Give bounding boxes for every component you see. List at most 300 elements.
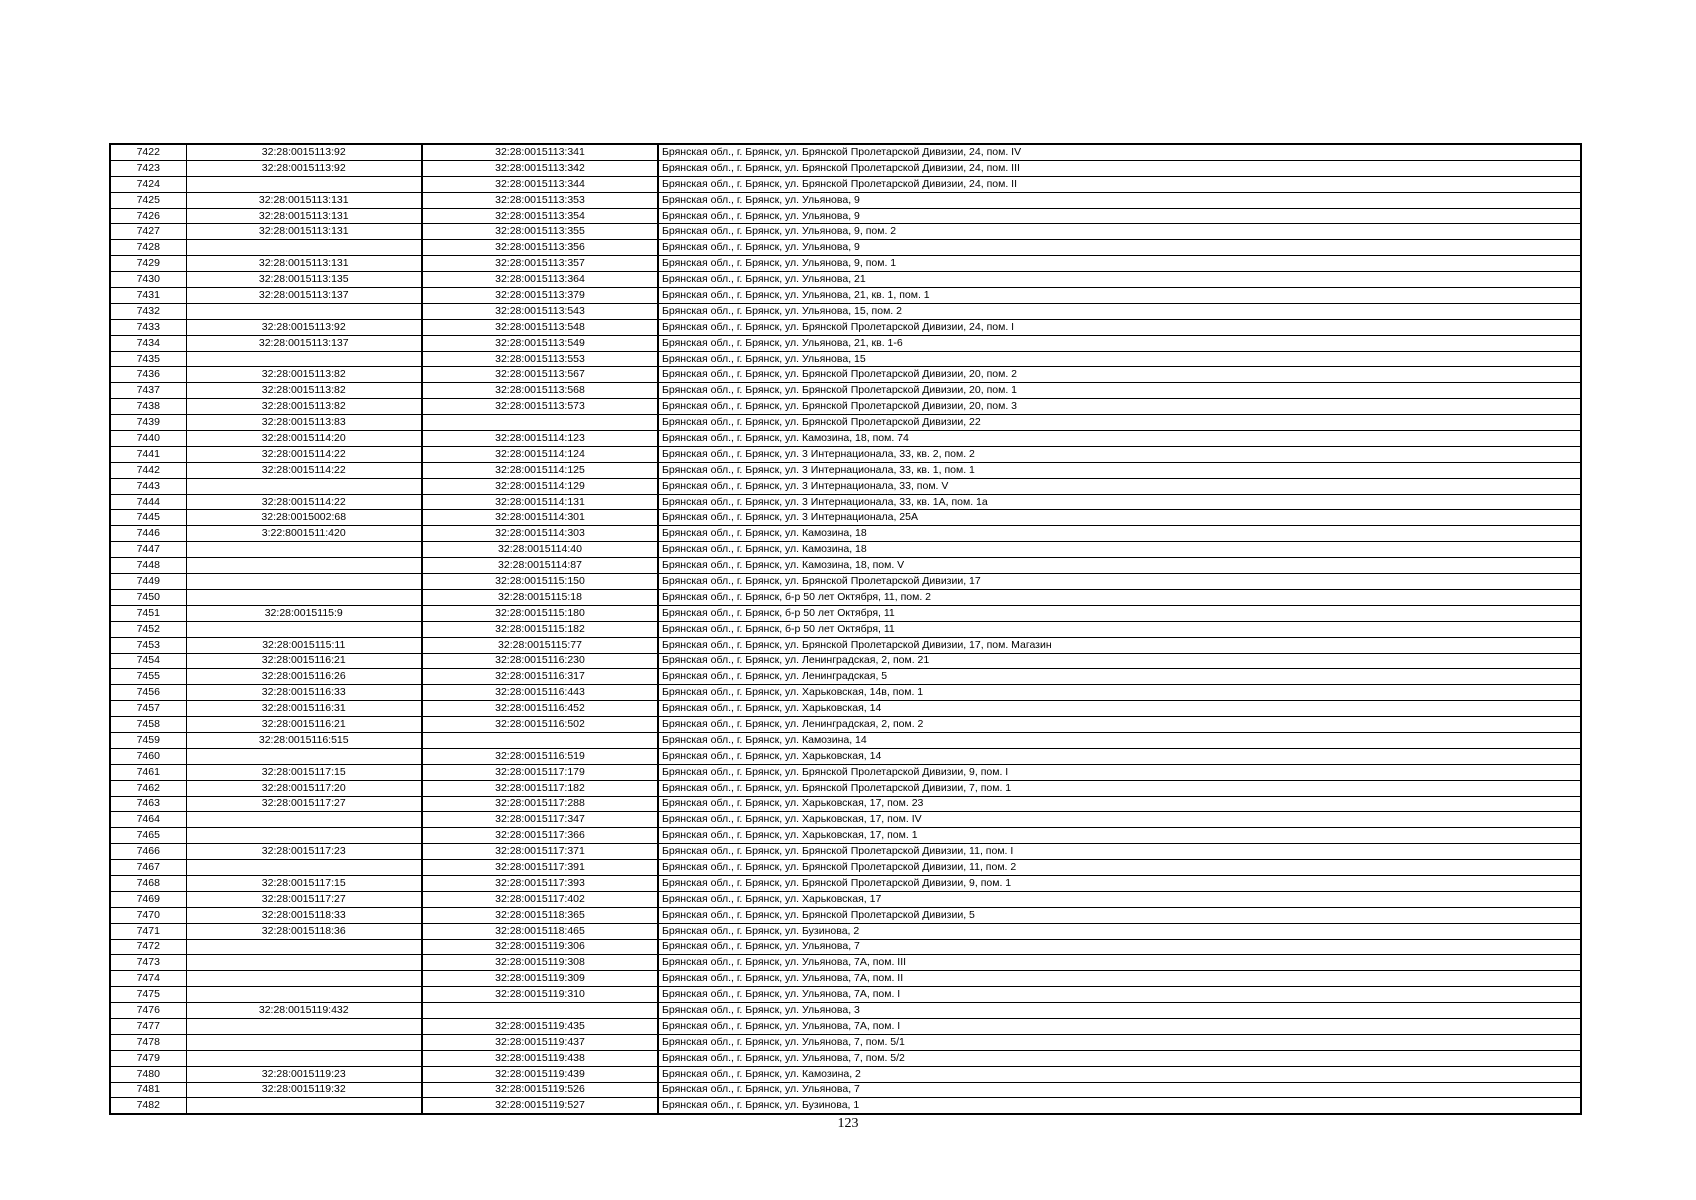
parcel-number-cell: 32:28:0015113:92 [186, 160, 422, 176]
row-number-cell: 7479 [110, 1050, 186, 1066]
parcel-number-cell: 32:28:0015113:137 [186, 288, 422, 304]
parcel-number-cell [186, 574, 422, 590]
address-cell: Брянская обл., г. Брянск, ул. Ульянова, 7А, пом. I [658, 1018, 1581, 1034]
row-number-cell: 7472 [110, 939, 186, 955]
row-number-cell: 7482 [110, 1098, 186, 1114]
row-number-cell: 7469 [110, 891, 186, 907]
row-number-cell: 7463 [110, 796, 186, 812]
parcel-number-cell: 32:28:0015113:131 [186, 224, 422, 240]
object-number-cell: 32:28:0015113:357 [422, 256, 658, 272]
row-number-cell: 7465 [110, 828, 186, 844]
parcel-number-cell: 32:28:0015117:27 [186, 796, 422, 812]
row-number-cell: 7458 [110, 717, 186, 733]
object-number-cell [422, 1003, 658, 1019]
object-number-cell: 32:28:0015119:437 [422, 1034, 658, 1050]
parcel-number-cell [186, 558, 422, 574]
row-number-cell: 7445 [110, 510, 186, 526]
object-number-cell: 32:28:0015113:543 [422, 303, 658, 319]
row-number-cell: 7428 [110, 240, 186, 256]
object-number-cell: 32:28:0015119:526 [422, 1082, 658, 1098]
row-number-cell: 7453 [110, 637, 186, 653]
table-row [110, 701, 1581, 717]
row-number-cell: 7448 [110, 558, 186, 574]
table-row [110, 653, 1581, 669]
address-cell: Брянская обл., г. Брянск, ул. Брянской Пролетарской Дивизии, 9, пом. 1 [658, 875, 1581, 891]
parcel-number-cell: 32:28:0015113:137 [186, 335, 422, 351]
table-row [110, 1050, 1581, 1066]
table-row [110, 621, 1581, 637]
address-cell: Брянская обл., г. Брянск, ул. Харьковская, 17, пом. 23 [658, 796, 1581, 812]
address-cell: Брянская обл., г. Брянск, б-р 50 лет Октября, 11 [658, 621, 1581, 637]
object-number-cell: 32:28:0015114:131 [422, 494, 658, 510]
parcel-number-cell [186, 987, 422, 1003]
table-row [110, 494, 1581, 510]
parcel-number-cell [186, 176, 422, 192]
table-row [110, 288, 1581, 304]
row-number-cell: 7436 [110, 367, 186, 383]
object-number-cell: 32:28:0015117:288 [422, 796, 658, 812]
address-cell: Брянская обл., г. Брянск, ул. Брянской Пролетарской Дивизии, 11, пом. I [658, 844, 1581, 860]
address-cell: Брянская обл., г. Брянск, ул. Ульянова, 9 [658, 192, 1581, 208]
row-number-cell: 7427 [110, 224, 186, 240]
row-number-cell: 7466 [110, 844, 186, 860]
row-number-cell: 7429 [110, 256, 186, 272]
table-row [110, 875, 1581, 891]
parcel-number-cell [186, 1018, 422, 1034]
table-row [110, 717, 1581, 733]
row-number-cell: 7474 [110, 971, 186, 987]
row-number-cell: 7434 [110, 335, 186, 351]
parcel-number-cell: 32:28:0015116:33 [186, 685, 422, 701]
row-number-cell: 7441 [110, 446, 186, 462]
object-number-cell: 32:28:0015117:391 [422, 860, 658, 876]
object-number-cell: 32:28:0015117:347 [422, 812, 658, 828]
address-cell: Брянская обл., г. Брянск, ул. Харьковская, 17, пом. IV [658, 812, 1581, 828]
parcel-number-cell: 32:28:0015113:92 [186, 319, 422, 335]
table-row [110, 764, 1581, 780]
address-cell: Брянская обл., г. Брянск, ул. Ульянова, 9 [658, 240, 1581, 256]
object-number-cell: 32:28:0015114:123 [422, 431, 658, 447]
object-number-cell: 32:28:0015115:182 [422, 621, 658, 637]
row-number-cell: 7451 [110, 605, 186, 621]
parcel-number-cell: 32:28:0015113:82 [186, 383, 422, 399]
parcel-number-cell [186, 812, 422, 828]
address-cell: Брянская обл., г. Брянск, ул. 3 Интернационала, 33, кв. 2, пом. 2 [658, 446, 1581, 462]
table-row [110, 1034, 1581, 1050]
row-number-cell: 7452 [110, 621, 186, 637]
table-row [110, 462, 1581, 478]
parcel-number-cell [186, 1050, 422, 1066]
address-cell: Брянская обл., г. Брянск, ул. Ульянова, 7А, пом. II [658, 971, 1581, 987]
row-number-cell: 7454 [110, 653, 186, 669]
address-cell: Брянская обл., г. Брянск, ул. 3 Интернационала, 33, пом. V [658, 478, 1581, 494]
parcel-number-cell: 32:28:0015117:23 [186, 844, 422, 860]
row-number-cell: 7438 [110, 399, 186, 415]
table-row [110, 192, 1581, 208]
parcel-number-cell [186, 1034, 422, 1050]
address-cell: Брянская обл., г. Брянск, ул. Харьковская, 14в, пом. 1 [658, 685, 1581, 701]
object-number-cell: 32:28:0015118:365 [422, 907, 658, 923]
address-cell: Брянская обл., г. Брянск, ул. Брянской Пролетарской Дивизии, 5 [658, 907, 1581, 923]
table-row [110, 558, 1581, 574]
table-row [110, 828, 1581, 844]
table-row [110, 987, 1581, 1003]
row-number-cell: 7425 [110, 192, 186, 208]
address-cell: Брянская обл., г. Брянск, ул. 3 Интернационала, 25А [658, 510, 1581, 526]
table-row [110, 907, 1581, 923]
address-cell: Брянская обл., г. Брянск, ул. Ульянова, 7А, пом. I [658, 987, 1581, 1003]
parcel-number-cell: 32:28:0015114:22 [186, 494, 422, 510]
object-number-cell: 32:28:0015116:317 [422, 669, 658, 685]
row-number-cell: 7426 [110, 208, 186, 224]
table-row [110, 1098, 1581, 1114]
address-cell: Брянская обл., г. Брянск, ул. Ульянова, 3 [658, 1003, 1581, 1019]
row-number-cell: 7424 [110, 176, 186, 192]
address-cell: Брянская обл., г. Брянск, ул. Ульянова, 15, пом. 2 [658, 303, 1581, 319]
table-row [110, 844, 1581, 860]
object-number-cell: 32:28:0015115:180 [422, 605, 658, 621]
address-cell: Брянская обл., г. Брянск, ул. Брянской Пролетарской Дивизии, 7, пом. 1 [658, 780, 1581, 796]
table-row [110, 272, 1581, 288]
address-cell: Брянская обл., г. Брянск, ул. Ульянова, 7А, пом. III [658, 955, 1581, 971]
parcel-number-cell [186, 971, 422, 987]
address-cell: Брянская обл., г. Брянск, ул. Ульянова, 9, пом. 1 [658, 256, 1581, 272]
address-cell: Брянская обл., г. Брянск, ул. Камозина, 14 [658, 732, 1581, 748]
row-number-cell: 7450 [110, 589, 186, 605]
address-cell: Брянская обл., г. Брянск, ул. 3 Интернационала, 33, кв. 1А, пом. 1а [658, 494, 1581, 510]
object-number-cell: 32:28:0015116:443 [422, 685, 658, 701]
parcel-number-cell: 32:28:0015113:82 [186, 367, 422, 383]
address-cell: Брянская обл., г. Брянск, ул. Брянской Пролетарской Дивизии, 24, пом. I [658, 319, 1581, 335]
row-number-cell: 7457 [110, 701, 186, 717]
table-row [110, 319, 1581, 335]
parcel-number-cell: 32:28:0015113:82 [186, 399, 422, 415]
object-number-cell: 32:28:0015113:553 [422, 351, 658, 367]
address-cell: Брянская обл., г. Брянск, ул. Камозина, 18, пом. V [658, 558, 1581, 574]
parcel-number-cell: 3:22:8001511:420 [186, 526, 422, 542]
object-number-cell: 32:28:0015115:18 [422, 589, 658, 605]
object-number-cell: 32:28:0015113:354 [422, 208, 658, 224]
row-number-cell: 7437 [110, 383, 186, 399]
address-cell: Брянская обл., г. Брянск, ул. Ленинградская, 2, пом. 2 [658, 717, 1581, 733]
table-row [110, 796, 1581, 812]
object-number-cell: 32:28:0015119:438 [422, 1050, 658, 1066]
object-number-cell: 32:28:0015113:356 [422, 240, 658, 256]
parcel-number-cell [186, 240, 422, 256]
object-number-cell: 32:28:0015119:306 [422, 939, 658, 955]
address-cell: Брянская обл., г. Брянск, ул. Брянской Пролетарской Дивизии, 11, пом. 2 [658, 860, 1581, 876]
parcel-number-cell: 32:28:0015113:83 [186, 415, 422, 431]
table-row [110, 415, 1581, 431]
row-number-cell: 7435 [110, 351, 186, 367]
row-number-cell: 7476 [110, 1003, 186, 1019]
address-cell: Брянская обл., г. Брянск, ул. Харьковская, 14 [658, 748, 1581, 764]
object-number-cell: 32:28:0015116:502 [422, 717, 658, 733]
object-number-cell: 32:28:0015117:179 [422, 764, 658, 780]
parcel-number-cell: 32:28:0015113:135 [186, 272, 422, 288]
parcel-number-cell: 32:28:0015119:32 [186, 1082, 422, 1098]
address-cell: Брянская обл., г. Брянск, ул. Брянской Пролетарской Дивизии, 17, пом. Магазин [658, 637, 1581, 653]
object-number-cell: 32:28:0015117:182 [422, 780, 658, 796]
table-row [110, 351, 1581, 367]
row-number-cell: 7444 [110, 494, 186, 510]
row-number-cell: 7461 [110, 764, 186, 780]
table-row [110, 1082, 1581, 1098]
table-row [110, 510, 1581, 526]
table-row [110, 574, 1581, 590]
registry-table [109, 143, 1582, 1115]
object-number-cell: 32:28:0015119:308 [422, 955, 658, 971]
table-row [110, 383, 1581, 399]
parcel-number-cell: 32:28:0015117:15 [186, 875, 422, 891]
table-row [110, 637, 1581, 653]
row-number-cell: 7462 [110, 780, 186, 796]
object-number-cell [422, 732, 658, 748]
address-cell: Брянская обл., г. Брянск, ул. Ульянова, 7 [658, 1082, 1581, 1098]
parcel-number-cell: 32:28:0015114:22 [186, 462, 422, 478]
parcel-number-cell: 32:28:0015113:131 [186, 256, 422, 272]
object-number-cell: 32:28:0015119:309 [422, 971, 658, 987]
object-number-cell: 32:28:0015113:549 [422, 335, 658, 351]
parcel-number-cell: 32:28:0015117:15 [186, 764, 422, 780]
object-number-cell: 32:28:0015117:402 [422, 891, 658, 907]
table-row [110, 955, 1581, 971]
object-number-cell: 32:28:0015113:355 [422, 224, 658, 240]
object-number-cell: 32:28:0015113:568 [422, 383, 658, 399]
address-cell: Брянская обл., г. Брянск, б-р 50 лет Октября, 11, пом. 2 [658, 589, 1581, 605]
object-number-cell: 32:28:0015113:353 [422, 192, 658, 208]
row-number-cell: 7431 [110, 288, 186, 304]
table-row [110, 923, 1581, 939]
parcel-number-cell: 32:28:0015116:21 [186, 653, 422, 669]
table-row [110, 780, 1581, 796]
object-number-cell: 32:28:0015117:393 [422, 875, 658, 891]
object-number-cell: 32:28:0015116:519 [422, 748, 658, 764]
parcel-number-cell [186, 860, 422, 876]
parcel-number-cell [186, 748, 422, 764]
parcel-number-cell: 32:28:0015002:68 [186, 510, 422, 526]
address-cell: Брянская обл., г. Брянск, ул. Брянской Пролетарской Дивизии, 9, пом. I [658, 764, 1581, 780]
parcel-number-cell: 32:28:0015113:131 [186, 192, 422, 208]
object-number-cell: 32:28:0015118:465 [422, 923, 658, 939]
object-number-cell: 32:28:0015114:40 [422, 542, 658, 558]
row-number-cell: 7464 [110, 812, 186, 828]
table-row [110, 589, 1581, 605]
row-number-cell: 7481 [110, 1082, 186, 1098]
object-number-cell: 32:28:0015113:567 [422, 367, 658, 383]
table-row [110, 891, 1581, 907]
address-cell: Брянская обл., г. Брянск, ул. Брянской Пролетарской Дивизии, 22 [658, 415, 1581, 431]
parcel-number-cell: 32:28:0015118:33 [186, 907, 422, 923]
parcel-number-cell [186, 478, 422, 494]
parcel-number-cell: 32:28:0015119:432 [186, 1003, 422, 1019]
table-row [110, 542, 1581, 558]
parcel-number-cell: 32:28:0015114:22 [186, 446, 422, 462]
row-number-cell: 7477 [110, 1018, 186, 1034]
row-number-cell: 7440 [110, 431, 186, 447]
table-row [110, 1066, 1581, 1082]
parcel-number-cell: 32:28:0015114:20 [186, 431, 422, 447]
address-cell: Брянская обл., г. Брянск, ул. Ульянова, 21, кв. 1-6 [658, 335, 1581, 351]
object-number-cell: 32:28:0015114:125 [422, 462, 658, 478]
object-number-cell: 32:28:0015119:435 [422, 1018, 658, 1034]
row-number-cell: 7480 [110, 1066, 186, 1082]
row-number-cell: 7456 [110, 685, 186, 701]
address-cell: Брянская обл., г. Брянск, ул. Брянской Пролетарской Дивизии, 17 [658, 574, 1581, 590]
address-cell: Брянская обл., г. Брянск, ул. Ульянова, 7, пом. 5/2 [658, 1050, 1581, 1066]
table-row [110, 685, 1581, 701]
table-row [110, 1003, 1581, 1019]
table-row [110, 176, 1581, 192]
registry-table-body [110, 144, 1581, 1114]
object-number-cell: 32:28:0015113:379 [422, 288, 658, 304]
row-number-cell: 7446 [110, 526, 186, 542]
table-row [110, 335, 1581, 351]
object-number-cell: 32:28:0015113:344 [422, 176, 658, 192]
address-cell: Брянская обл., г. Брянск, ул. Ульянова, 15 [658, 351, 1581, 367]
address-cell: Брянская обл., г. Брянск, ул. Харьковская, 14 [658, 701, 1581, 717]
address-cell: Брянская обл., г. Брянск, ул. Камозина, 18, пом. 74 [658, 431, 1581, 447]
row-number-cell: 7430 [110, 272, 186, 288]
table-row [110, 256, 1581, 272]
parcel-number-cell: 32:28:0015113:92 [186, 144, 422, 160]
address-cell: Брянская обл., г. Брянск, ул. Брянской Пролетарской Дивизии, 20, пом. 2 [658, 367, 1581, 383]
parcel-number-cell: 32:28:0015116:515 [186, 732, 422, 748]
table-row [110, 860, 1581, 876]
object-number-cell: 32:28:0015113:342 [422, 160, 658, 176]
row-number-cell: 7447 [110, 542, 186, 558]
row-number-cell: 7423 [110, 160, 186, 176]
parcel-number-cell [186, 351, 422, 367]
address-cell: Брянская обл., г. Брянск, ул. Ульянова, 9, пом. 2 [658, 224, 1581, 240]
row-number-cell: 7439 [110, 415, 186, 431]
parcel-number-cell [186, 542, 422, 558]
row-number-cell: 7443 [110, 478, 186, 494]
object-number-cell: 32:28:0015114:129 [422, 478, 658, 494]
object-number-cell: 32:28:0015119:310 [422, 987, 658, 1003]
parcel-number-cell [186, 1098, 422, 1114]
row-number-cell: 7467 [110, 860, 186, 876]
parcel-number-cell: 32:28:0015113:131 [186, 208, 422, 224]
row-number-cell: 7468 [110, 875, 186, 891]
table-row [110, 1018, 1581, 1034]
parcel-number-cell [186, 955, 422, 971]
address-cell: Брянская обл., г. Брянск, ул. Брянской Пролетарской Дивизии, 20, пом. 3 [658, 399, 1581, 415]
parcel-number-cell [186, 939, 422, 955]
parcel-number-cell: 32:28:0015116:21 [186, 717, 422, 733]
address-cell: Брянская обл., г. Брянск, ул. Ульянова, 21 [658, 272, 1581, 288]
parcel-number-cell: 32:28:0015115:11 [186, 637, 422, 653]
table-row [110, 431, 1581, 447]
table-row [110, 240, 1581, 256]
object-number-cell: 32:28:0015113:341 [422, 144, 658, 160]
address-cell: Брянская обл., г. Брянск, ул. 3 Интернационала, 33, кв. 1, пом. 1 [658, 462, 1581, 478]
object-number-cell: 32:28:0015119:439 [422, 1066, 658, 1082]
parcel-number-cell [186, 303, 422, 319]
object-number-cell: 32:28:0015114:124 [422, 446, 658, 462]
table-row [110, 812, 1581, 828]
object-number-cell: 32:28:0015116:452 [422, 701, 658, 717]
address-cell: Брянская обл., г. Брянск, ул. Харьковская, 17, пом. 1 [658, 828, 1581, 844]
parcel-number-cell [186, 589, 422, 605]
parcel-number-cell: 32:28:0015117:20 [186, 780, 422, 796]
table-row [110, 224, 1581, 240]
table-row [110, 748, 1581, 764]
table-row [110, 303, 1581, 319]
table-row [110, 144, 1581, 160]
row-number-cell: 7475 [110, 987, 186, 1003]
address-cell: Брянская обл., г. Брянск, ул. Ульянова, 7, пом. 5/1 [658, 1034, 1581, 1050]
object-number-cell: 32:28:0015117:366 [422, 828, 658, 844]
object-number-cell: 32:28:0015119:527 [422, 1098, 658, 1114]
row-number-cell: 7442 [110, 462, 186, 478]
address-cell: Брянская обл., г. Брянск, ул. Ленинградская, 2, пом. 21 [658, 653, 1581, 669]
table-row [110, 446, 1581, 462]
row-number-cell: 7478 [110, 1034, 186, 1050]
table-row [110, 208, 1581, 224]
parcel-number-cell: 32:28:0015118:36 [186, 923, 422, 939]
table-row [110, 669, 1581, 685]
address-cell: Брянская обл., г. Брянск, ул. Камозина, 18 [658, 526, 1581, 542]
table-row [110, 526, 1581, 542]
object-number-cell: 32:28:0015114:303 [422, 526, 658, 542]
address-cell: Брянская обл., г. Брянск, ул. Камозина, 2 [658, 1066, 1581, 1082]
address-cell: Брянская обл., г. Брянск, ул. Харьковская, 17 [658, 891, 1581, 907]
page-number: 123 [837, 1116, 859, 1131]
table-row [110, 478, 1581, 494]
object-number-cell: 32:28:0015113:364 [422, 272, 658, 288]
table-row [110, 939, 1581, 955]
parcel-number-cell: 32:28:0015116:26 [186, 669, 422, 685]
object-number-cell: 32:28:0015117:371 [422, 844, 658, 860]
row-number-cell: 7455 [110, 669, 186, 685]
object-number-cell: 32:28:0015113:548 [422, 319, 658, 335]
parcel-number-cell: 32:28:0015117:27 [186, 891, 422, 907]
address-cell: Брянская обл., г. Брянск, ул. Брянской Пролетарской Дивизии, 20, пом. 1 [658, 383, 1581, 399]
parcel-number-cell [186, 828, 422, 844]
object-number-cell [422, 415, 658, 431]
address-cell: Брянская обл., г. Брянск, ул. Камозина, 18 [658, 542, 1581, 558]
object-number-cell: 32:28:0015114:87 [422, 558, 658, 574]
row-number-cell: 7470 [110, 907, 186, 923]
object-number-cell: 32:28:0015115:150 [422, 574, 658, 590]
table-row [110, 367, 1581, 383]
address-cell: Брянская обл., г. Брянск, ул. Брянской Пролетарской Дивизии, 24, пом. IV [658, 144, 1581, 160]
row-number-cell: 7432 [110, 303, 186, 319]
parcel-number-cell: 32:28:0015119:23 [186, 1066, 422, 1082]
address-cell: Брянская обл., г. Брянск, ул. Брянской Пролетарской Дивизии, 24, пом. III [658, 160, 1581, 176]
table-row [110, 971, 1581, 987]
table-row [110, 160, 1581, 176]
address-cell: Брянская обл., г. Брянск, ул. Ульянова, 9 [658, 208, 1581, 224]
table-row [110, 605, 1581, 621]
address-cell: Брянская обл., г. Брянск, ул. Брянской Пролетарской Дивизии, 24, пом. II [658, 176, 1581, 192]
row-number-cell: 7459 [110, 732, 186, 748]
address-cell: Брянская обл., г. Брянск, ул. Ульянова, 21, кв. 1, пом. 1 [658, 288, 1581, 304]
address-cell: Брянская обл., г. Брянск, ул. Бузинова, 2 [658, 923, 1581, 939]
object-number-cell: 32:28:0015115:77 [422, 637, 658, 653]
object-number-cell: 32:28:0015113:573 [422, 399, 658, 415]
address-cell: Брянская обл., г. Брянск, ул. Ленинградская, 5 [658, 669, 1581, 685]
row-number-cell: 7433 [110, 319, 186, 335]
parcel-number-cell [186, 621, 422, 637]
row-number-cell: 7460 [110, 748, 186, 764]
address-cell: Брянская обл., г. Брянск, ул. Ульянова, 7 [658, 939, 1581, 955]
table-row [110, 732, 1581, 748]
object-number-cell: 32:28:0015116:230 [422, 653, 658, 669]
row-number-cell: 7422 [110, 144, 186, 160]
row-number-cell: 7449 [110, 574, 186, 590]
